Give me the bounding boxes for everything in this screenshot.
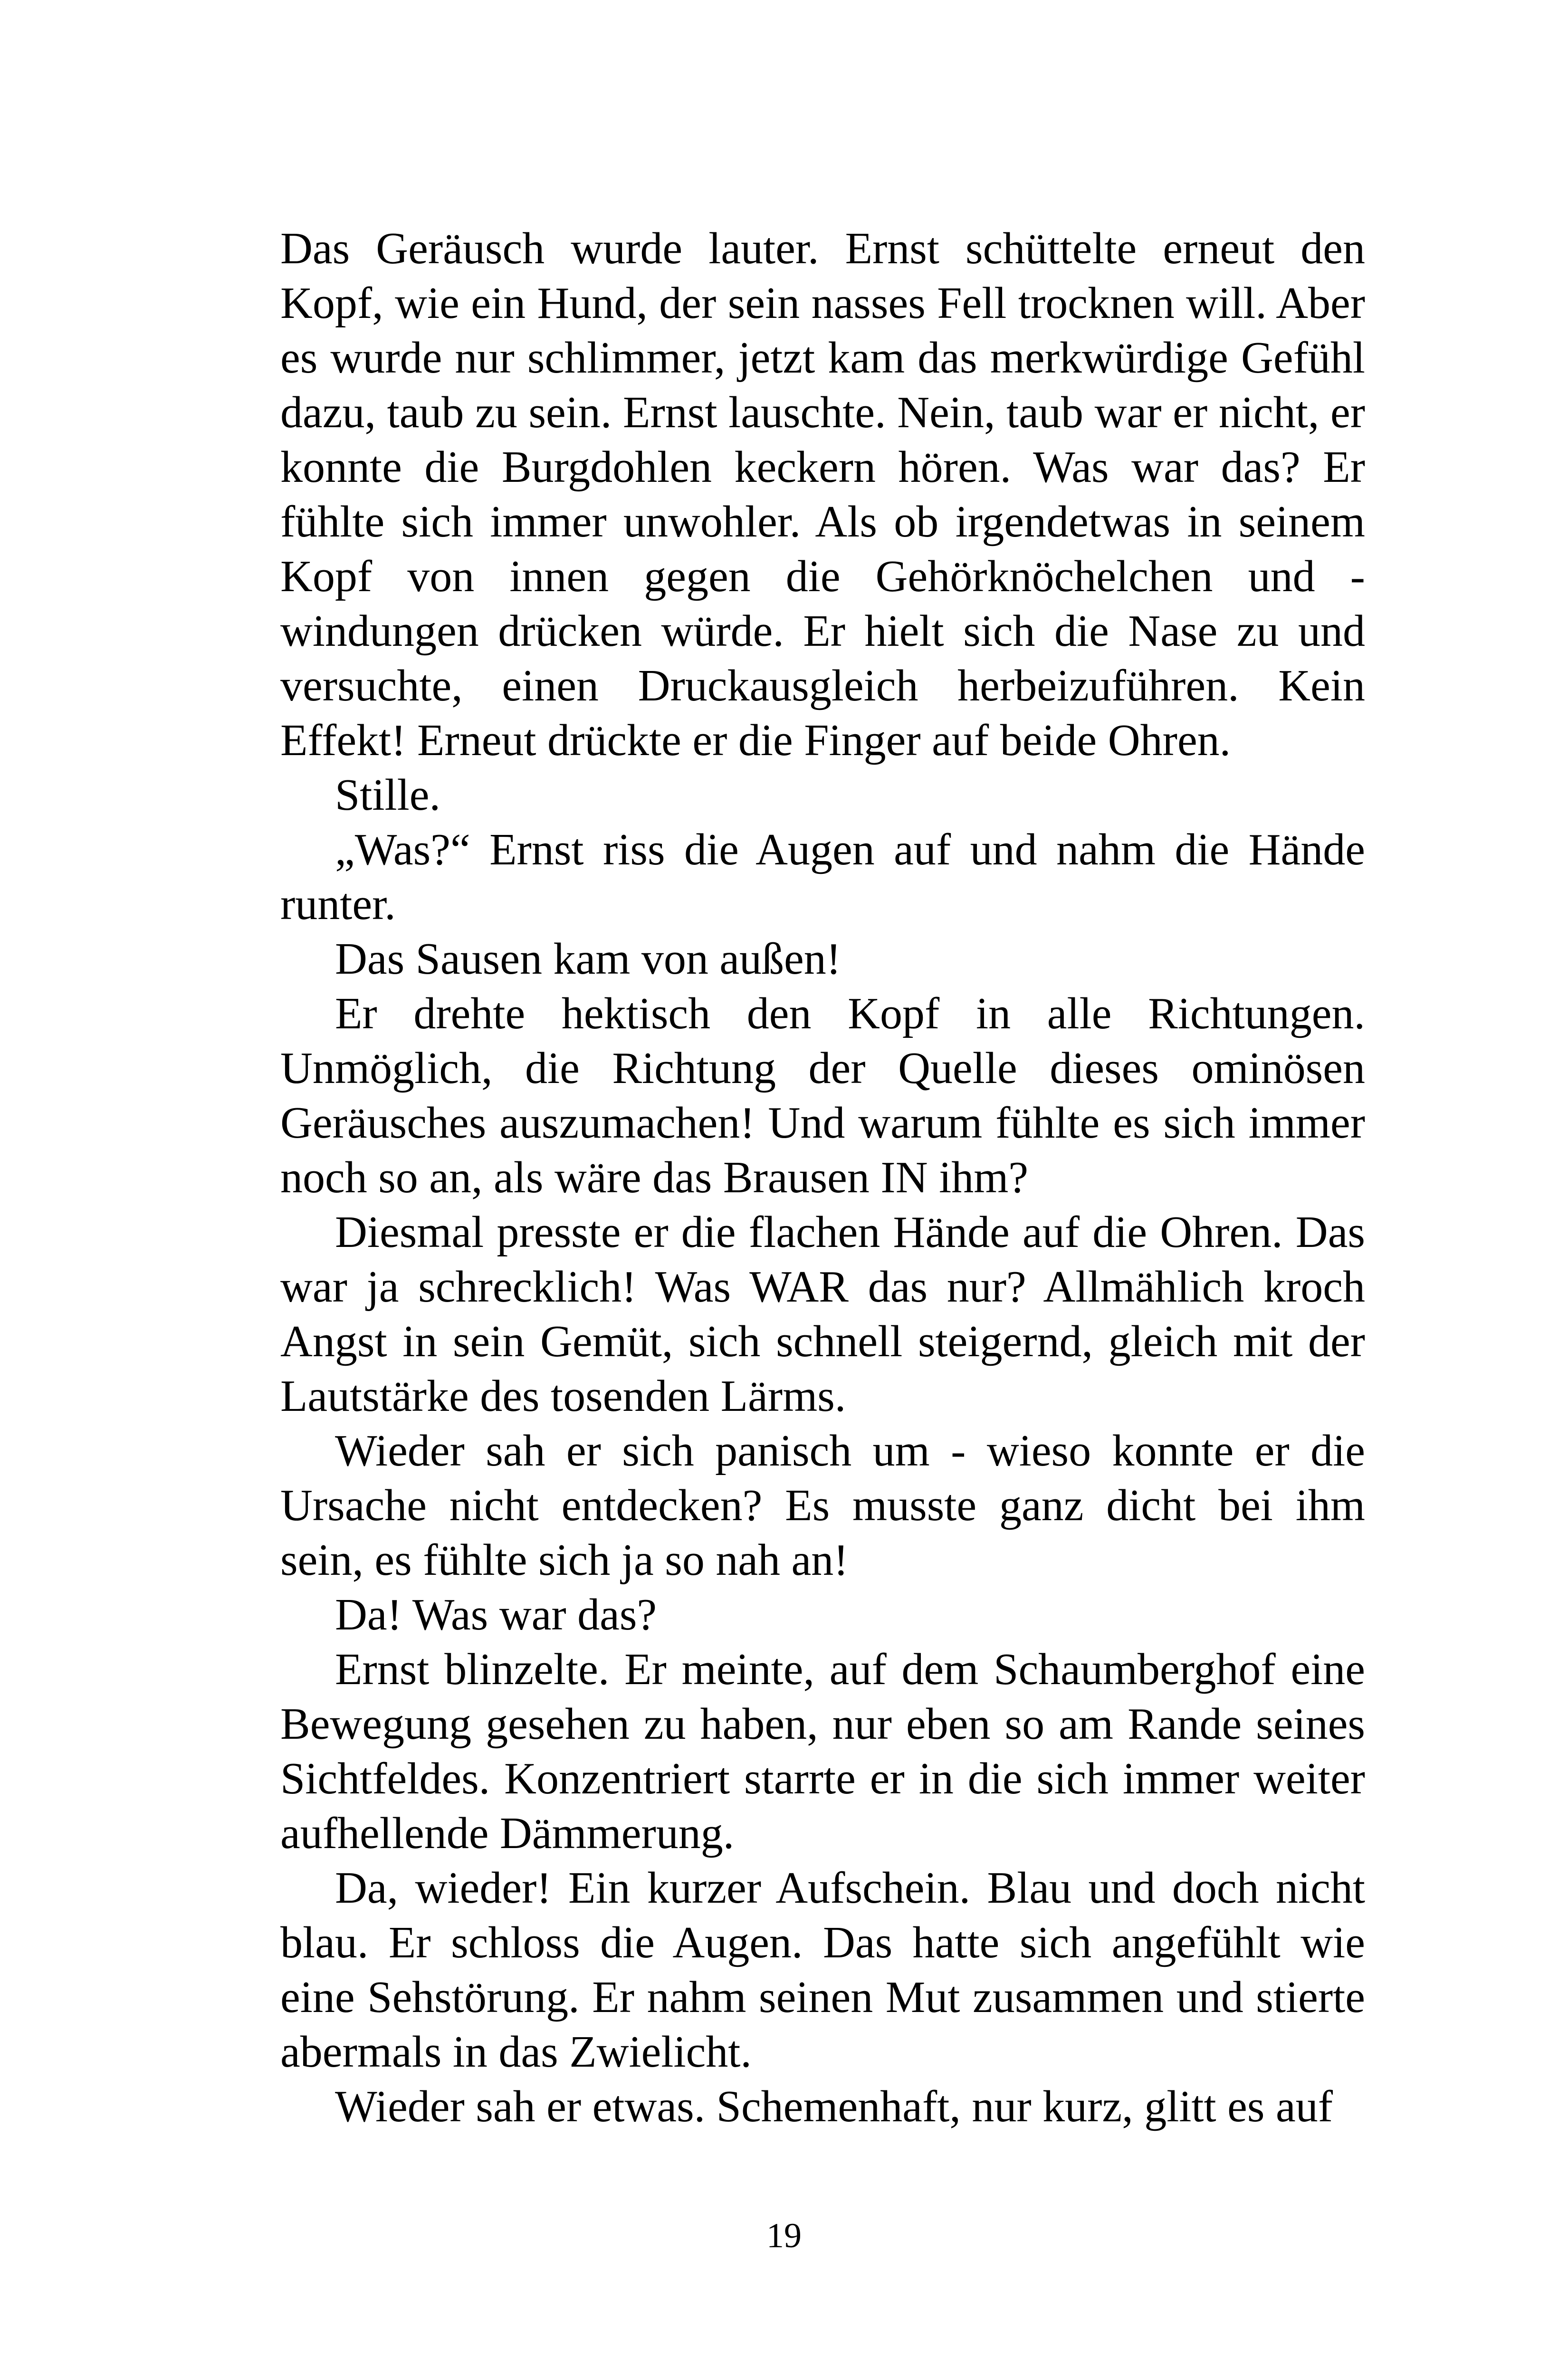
paragraph-2: Stille. <box>335 770 440 820</box>
page-number: 19 <box>766 2216 802 2255</box>
paragraph-11: Wieder sah er etwas. Schemenhaft, nur kurz, glitt es auf <box>335 2082 1333 2131</box>
paragraph-4: Das Sausen kam von außen! <box>335 934 841 984</box>
paragraph-5: Er drehte hektisch den Kopf in alle Richtungen. Unmöglich, die Richtung der Quelle dieses ominösen Geräusches auszumachen! Und warum fühlte es sich immer noch so an, als wäre das Brausen IN ihm? <box>280 989 1365 1202</box>
paragraph-1: Das Geräusch wurde lauter. Ernst schüttelte erneut den Kopf, wie ein Hund, der sein nasses Fell trocknen will. Aber es wurde nur schlimmer, jetzt kam das merkwürdige Gefühl dazu, taub zu sein. Ernst lauschte. Nein, taub war er nicht, er konnte die Burgdohlen keckern hören. Was war das? Er fühlte sich immer unwohler. Als ob irgendetwas in seinem Kopf von innen gegen die Gehörknöchelchen und -windungen drücken würde. Er hielt sich die Nase zu und versuchte, einen Druckausgleich herbeizuführen. Kein Effekt! Erneut drückte er die Finger auf beide Ohren. <box>280 224 1365 765</box>
paragraph-3: „Was?“ Ernst riss die Augen auf und nahm die Hände runter. <box>280 825 1365 929</box>
paragraph-9: Ernst blinzelte. Er meinte, auf dem Schaumberghof eine Bewegung gesehen zu haben, nur eben so am Rande seines Sichtfeldes. Konzentriert starrte er in die sich immer weiter aufhellende Dämmerung. <box>280 1645 1365 1858</box>
paragraph-10: Da, wieder! Ein kurzer Aufschein. Blau und doch nicht blau. Er schloss die Augen. Das hatte sich angefühlt wie eine Sehstörung. Er nahm seinen Mut zusammen und stierte abermals in das Zwielicht. <box>280 1863 1365 2077</box>
body-text <box>280 221 1365 2134</box>
paragraph-8: Da! Was war das? <box>335 1590 657 1639</box>
paragraph-7: Wieder sah er sich panisch um - wieso konnte er die Ursache nicht entdecken? Es musste ganz dicht bei ihm sein, es fühlte sich ja so nah an! <box>280 1426 1365 1585</box>
paragraph-6: Diesmal presste er die flachen Hände auf die Ohren. Das war ja schrecklich! Was WAR das nur? Allmählich kroch Angst in sein Gemüt, sich schnell steigernd, gleich mit der Lautstärke des tosenden Lärms. <box>280 1207 1365 1421</box>
